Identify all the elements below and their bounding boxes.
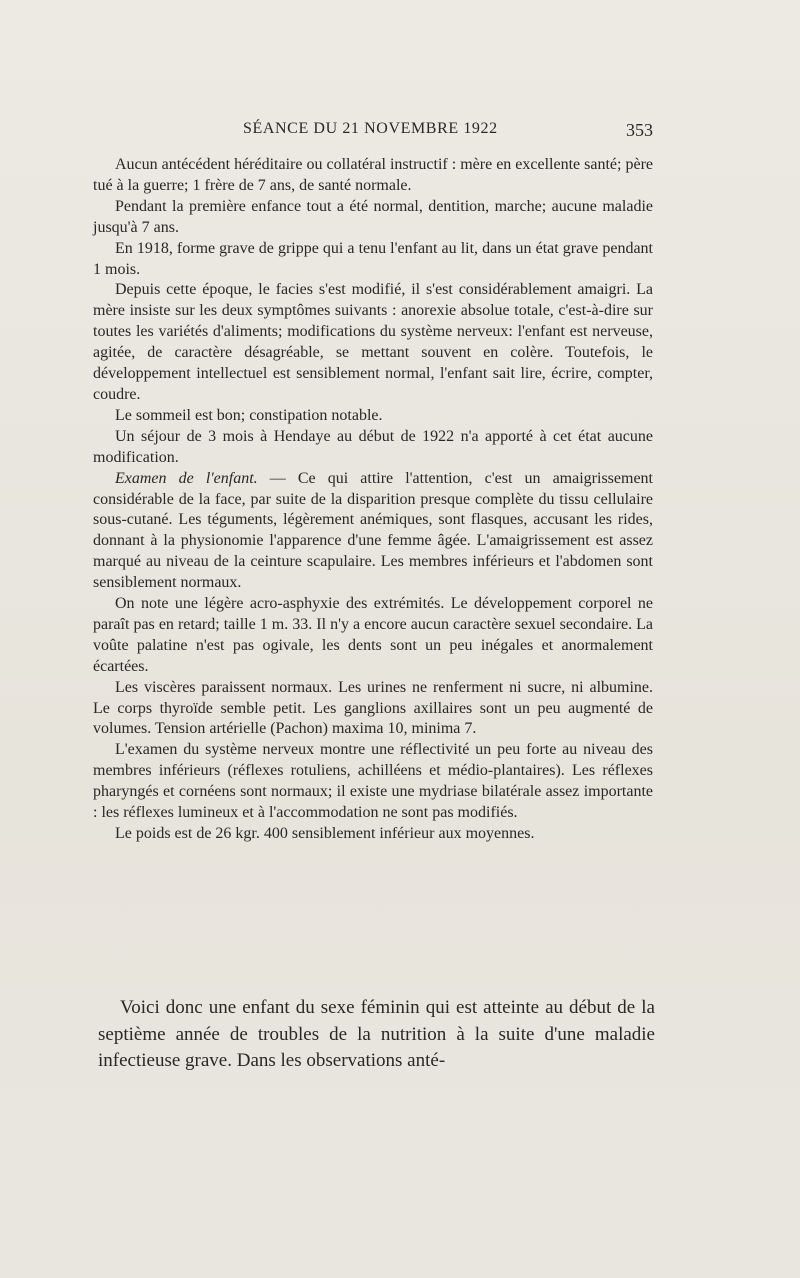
exam-paragraph	[93, 469, 653, 594]
paragraph: Le poids est de 26 kgr. 400 sensiblement inférieur aux moyennes.	[115, 825, 535, 842]
paragraph: Les viscères paraissent normaux. Les urines ne renferment ni sucre, ni albumine. Le corps thyroïde semble petit. Les ganglions axillaires sont un peu augmenté de volumes. Tension artérielle (Pachon) maxima 10, minima 7.	[93, 678, 653, 738]
paragraph: En 1918, forme grave de grippe qui a tenu l'enfant au lit, dans un état grave pendant 1 mois.	[93, 239, 653, 278]
running-head: SÉANCE DU 21 NOVEMBRE 1922	[243, 120, 498, 137]
paragraph: Pendant la première enfance tout a été normal, dentition, marche; aucune maladie jusqu'à 7 ans.	[93, 197, 653, 236]
paragraph: Le sommeil est bon; constipation notable.	[115, 406, 383, 424]
paragraph: Aucun antécédent héréditaire ou collatéral instructif : mère en excellente santé; père tué à la guerre; 1 frère de 7 ans, de santé normale.	[93, 156, 653, 194]
exam-title: Examen de l'enfant.	[115, 469, 258, 487]
conclusion-text	[98, 995, 655, 1075]
paragraph: Un séjour de 3 mois à Hendaye au début de 1922 n'a apporté à cet état aucune modification.	[93, 427, 653, 466]
page-header	[93, 120, 653, 144]
page-number: 353	[626, 120, 653, 140]
conclusion-paragraph: Voici donc une enfant du sexe féminin qui est atteinte au début de la septième année de troubles de la nutrition à la suite d'une maladie infectieuse grave. Dans les observations anté-	[98, 997, 655, 1071]
exam-text: — Ce qui attire l'attention, c'est un amaigrissement considérable de la face, par suite de la disparition presque complète du tissu cellulaire sous-cutané. Les téguments, légèrement anémiques, sont flasques, accusant les rides, donnant à la physionomie l'apparence d'une femme âgée. L'amaigrissement est assez marqué au niveau de la ceinture scapulaire. Les membres inférieurs et l'abdomen sont sensiblement normaux.	[93, 469, 653, 592]
paragraph: Depuis cette époque, le facies s'est modifié, il s'est considérablement amaigri. La mère insiste sur les deux symptômes suivants : anorexie absolue totale, c'est-à-dire sur toutes les variétés d'aliments; modifications du système nerveux: l'enfant est nerveuse, agitée, de caractère désagréable, se mettant souvent en colère. Toutefois, le développement intellectuel est sensiblement normal, l'enfant sait lire, écrire, compter, coudre.	[93, 281, 653, 403]
case-report-text	[93, 155, 653, 845]
paragraph: L'examen du système nerveux montre une réflectivité un peu forte au niveau des membres inférieurs (réflexes rotuliens, achilléens et médio-plantaires). Les réflexes pharyngés et cornéens sont normaux; il existe une mydriase bilatérale assez importante : les réflexes lumineux et à l'accommodation ne sont pas modifiés.	[93, 741, 653, 822]
paragraph: On note une légère acro-asphyxie des extrémités. Le développement corporel ne paraît pas en retard; taille 1 m. 33. Il n'y a encore aucun caractère sexuel secondaire. La voûte palatine n'est pas ogivale, les dents sont un peu inégales et anormalement écartées.	[93, 595, 653, 675]
